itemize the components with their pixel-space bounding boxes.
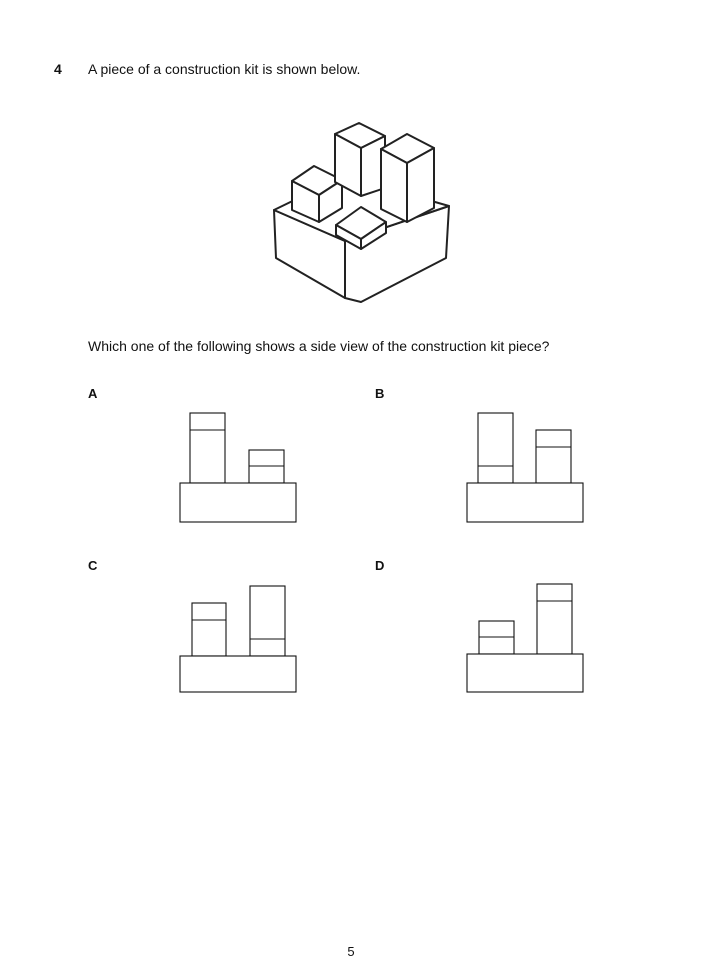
question-number: 4: [54, 61, 62, 77]
question-prompt: Which one of the following shows a side view of the construction kit piece?: [88, 338, 550, 354]
option-b-base: [467, 483, 583, 522]
option-c-tall-stud: [250, 586, 285, 656]
option-c-short-stud: [192, 603, 226, 656]
option-b-label[interactable]: B: [375, 386, 385, 401]
option-d-side-view[interactable]: [463, 580, 587, 696]
right-tallest-stud: [381, 134, 434, 222]
option-c-side-view[interactable]: [176, 582, 300, 698]
question-intro: A piece of a construction kit is shown below.: [88, 61, 361, 77]
option-c-label[interactable]: C: [88, 558, 98, 573]
option-b-tall-stud: [478, 413, 513, 483]
page-number: 5: [347, 944, 355, 959]
option-d-tall-stud: [537, 584, 572, 654]
back-tall-stud: [335, 123, 385, 196]
option-a-side-view[interactable]: [176, 410, 300, 526]
option-a-label[interactable]: A: [88, 386, 98, 401]
option-b-side-view[interactable]: [463, 410, 587, 526]
option-a-tall-stud: [190, 413, 225, 483]
option-d-base: [467, 654, 583, 692]
construction-kit-piece-illustration: [268, 118, 454, 308]
option-a-base: [180, 483, 296, 522]
option-d-label[interactable]: D: [375, 558, 385, 573]
option-c-base: [180, 656, 296, 692]
option-b-short-stud: [536, 430, 571, 483]
